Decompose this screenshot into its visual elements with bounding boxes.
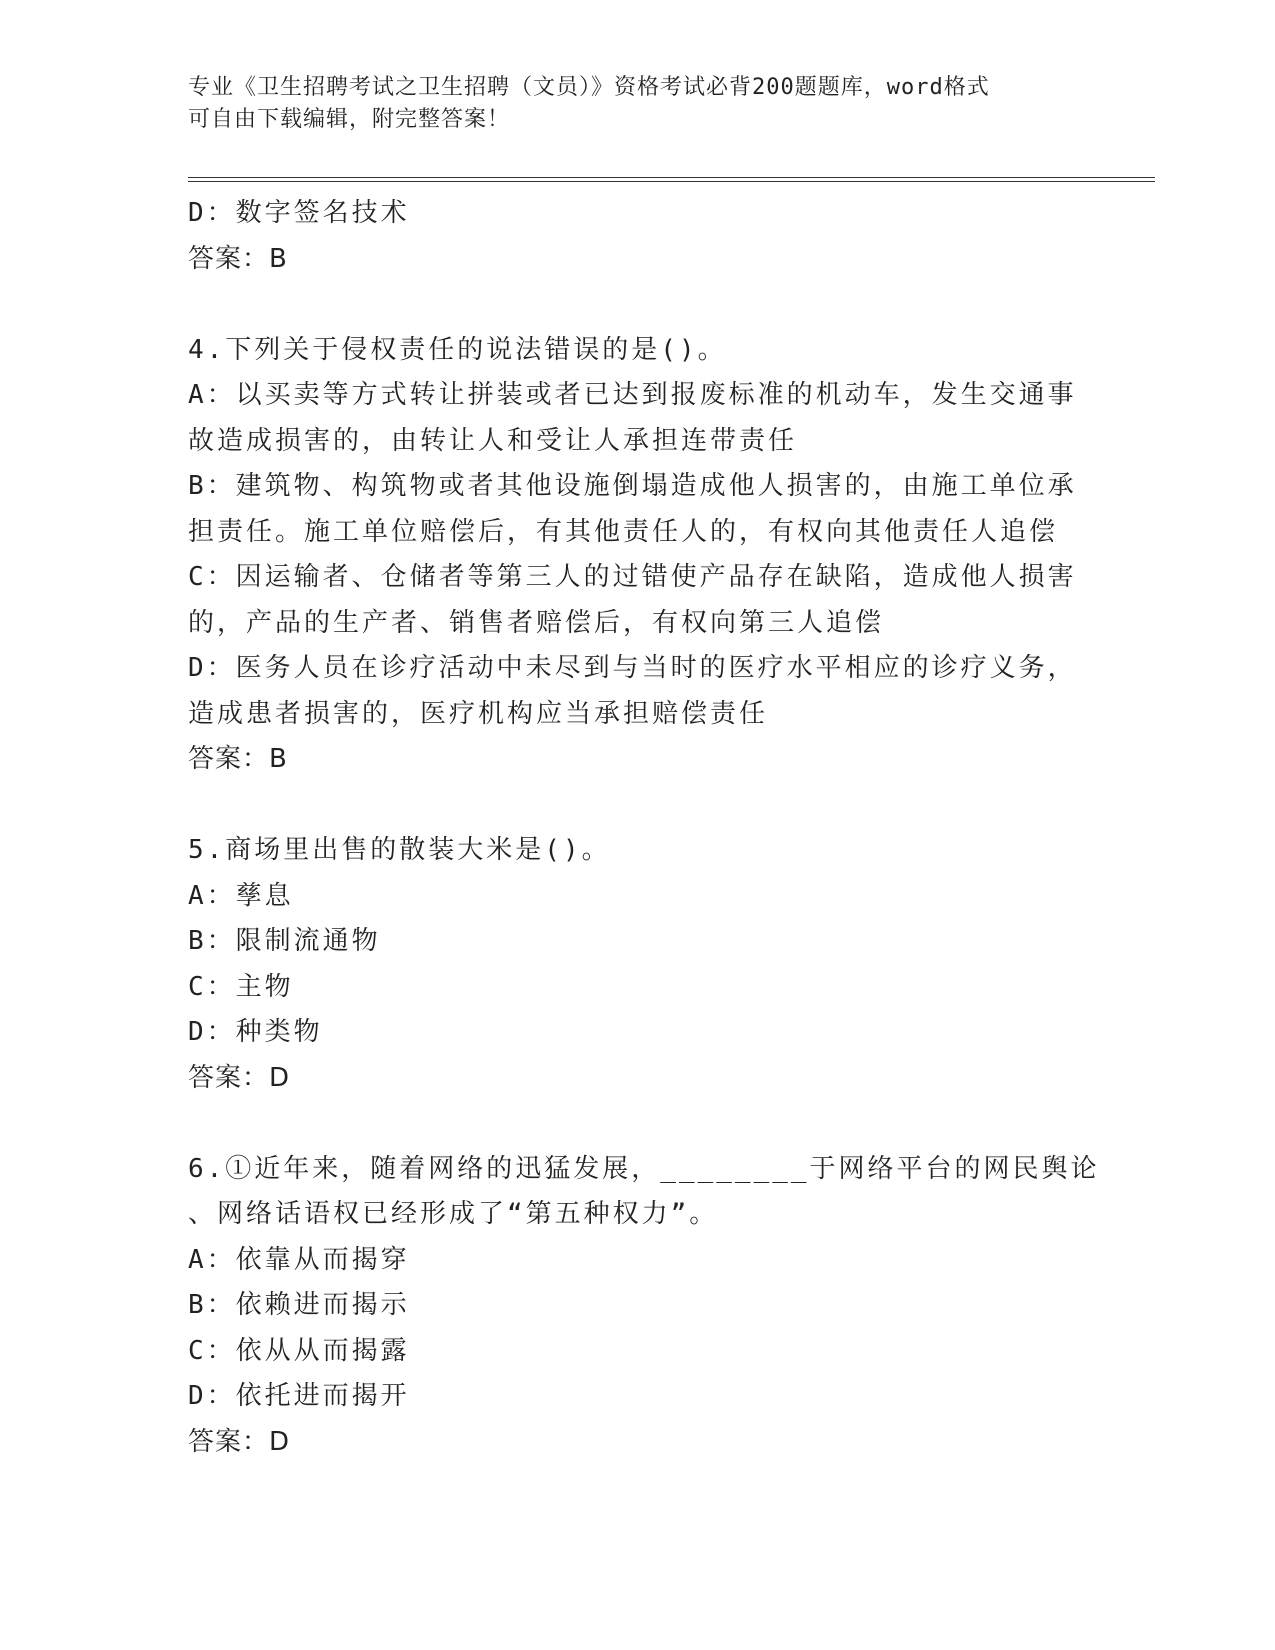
question-stem: 4.下列关于侵权责任的说法错误的是()。 <box>188 334 727 365</box>
header-line-1: 专业《卫生招聘考试之卫生招聘（文员）》资格考试必背200题题库，word格式 <box>188 75 990 100</box>
option-b-line-2: 担责任。施工单位赔偿后，有其他责任人的，有权向其他责任人追偿 <box>188 516 1059 547</box>
option-d-line-1: D：医务人员在诊疗活动中未尽到与当时的医疗水平相应的诊疗义务， <box>188 653 1077 683</box>
option-c: C：依从从而揭露 <box>188 1335 410 1366</box>
header-line-2: 可自由下载编辑，附完整答案！ <box>188 107 511 132</box>
question-3 <box>188 191 1088 282</box>
option-a-line-2: 故造成损害的，由转让人和受让人承担连带责任 <box>188 425 798 456</box>
question-stem: 5.商场里出售的散装大米是()。 <box>188 835 611 865</box>
option-a: A：依靠从而揭穿 <box>188 1244 410 1275</box>
question-4 <box>188 328 1088 783</box>
header-divider <box>188 177 1155 185</box>
option-d: D：依托进而揭开 <box>188 1381 410 1411</box>
answer-line: 答案：D <box>188 1062 291 1093</box>
answer-line: 答案：B <box>188 744 288 774</box>
option-d: D：种类物 <box>188 1017 323 1047</box>
option-b: B：依赖进而揭示 <box>188 1290 410 1320</box>
question-stem-line-2: 、网络话语权已经形成了“第五种权力”。 <box>188 1199 719 1229</box>
option-b-line-1: B：建筑物、构筑物或者其他设施倒塌造成他人损害的，由施工单位承 <box>188 471 1077 501</box>
question-6 <box>188 1147 1100 1466</box>
header-rule-top <box>188 177 1155 178</box>
answer-line: 答案：D <box>188 1426 291 1457</box>
question-spacer <box>188 783 1088 829</box>
option-d: D：数字签名技术 <box>188 198 410 228</box>
question-spacer <box>188 1101 1088 1147</box>
option-d-line-2: 造成患者损害的，医疗机构应当承担赔偿责任 <box>188 698 769 729</box>
header-rule-bottom <box>188 181 1155 182</box>
answer-line: 答案：B <box>188 243 288 274</box>
question-spacer <box>188 282 1088 328</box>
option-a: A：孳息 <box>188 880 294 911</box>
option-b: B：限制流通物 <box>188 926 381 956</box>
option-c-line-1: C：因运输者、仓储者等第三人的过错使产品存在缺陷，造成他人损害 <box>188 562 1077 592</box>
question-5 <box>188 828 1088 1101</box>
option-c: C：主物 <box>188 971 294 1002</box>
option-c-line-2: 的，产品的生产者、销售者赔偿后，有权向第三人追偿 <box>188 607 885 638</box>
question-stem-line-1: 6.①近年来，随着网络的迅猛发展，________于网络平台的网民舆论 <box>188 1153 1100 1184</box>
document-header <box>188 72 1068 136</box>
question-list <box>188 191 1100 1465</box>
option-a-line-1: A：以买卖等方式转让拼装或者已达到报废标准的机动车，发生交通事 <box>188 380 1077 410</box>
